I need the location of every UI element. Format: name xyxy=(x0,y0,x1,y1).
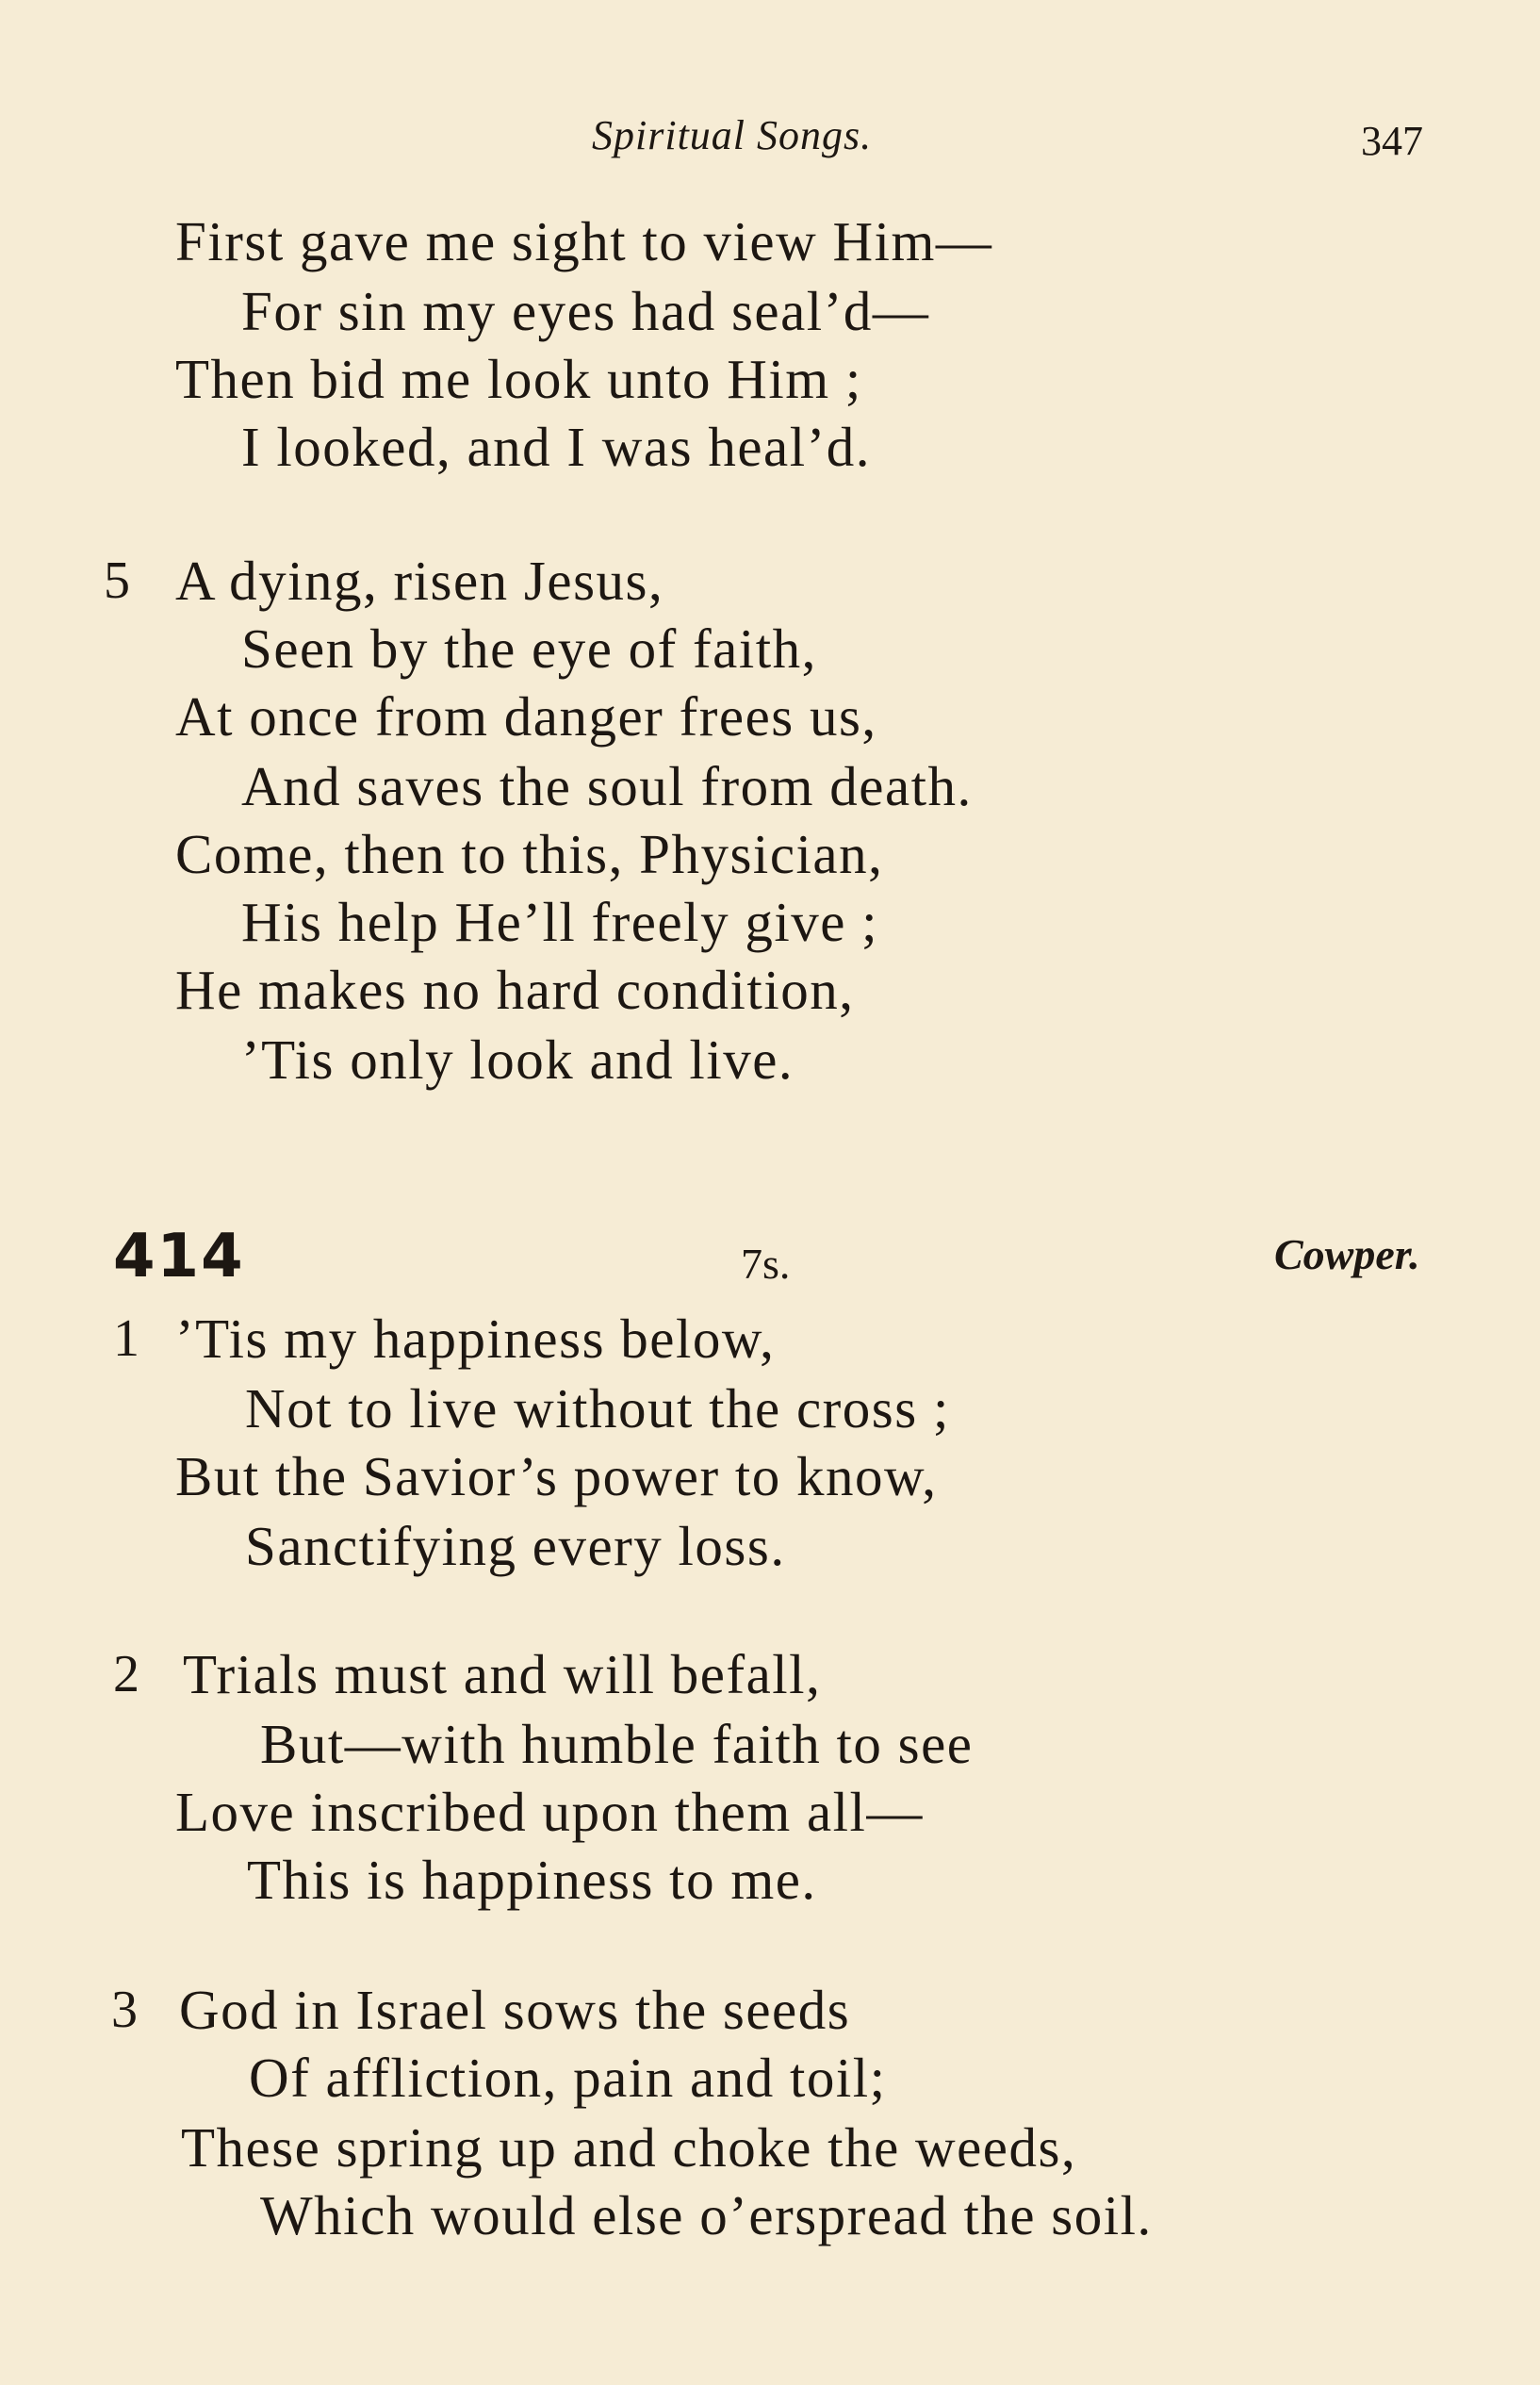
stanza-line: But—with humble faith to see xyxy=(260,1713,974,1775)
stanza-line: Trials must and will befall, xyxy=(183,1643,822,1705)
stanza-line: Then bid me look unto Him ; xyxy=(175,348,862,410)
stanza-line: This is happiness to me. xyxy=(247,1849,817,1911)
stanza-line: First gave me sight to view Him— xyxy=(175,210,993,272)
stanza-line: God in Israel sows the seeds xyxy=(179,1979,851,2041)
stanza-line: His help He’ll freely give ; xyxy=(241,891,879,953)
stanza-line: These spring up and choke the weeds, xyxy=(181,2116,1077,2179)
stanza-line: ’Tis my happiness below, xyxy=(175,1308,776,1370)
page-number: 347 xyxy=(1361,118,1423,164)
stanza-line: Sanctifying every loss. xyxy=(245,1515,786,1577)
verse-number: 3 xyxy=(111,1981,138,2039)
verse-number: 1 xyxy=(113,1309,139,1368)
stanza-line: But the Savior’s power to know, xyxy=(175,1445,938,1507)
stanza-line: ’Tis only look and live. xyxy=(241,1028,795,1091)
stanza-line: Of affliction, pain and toil; xyxy=(249,2047,887,2109)
stanza-line: Love inscribed upon them all— xyxy=(175,1781,924,1843)
stanza-line: Which would else o’erspread the soil. xyxy=(260,2184,1153,2246)
stanza-line: Come, then to this, Physician, xyxy=(175,823,884,885)
hymn-meter: 7s. xyxy=(741,1240,791,1288)
stanza-line: Not to live without the cross ; xyxy=(245,1377,950,1439)
stanza-line: I looked, and I was heal’d. xyxy=(241,416,871,478)
stanza-line: Seen by the eye of faith, xyxy=(241,617,817,680)
stanza-line: For sin my eyes had seal’d— xyxy=(241,280,930,342)
stanza-line: At once from danger frees us, xyxy=(175,685,877,748)
verse-number: 2 xyxy=(113,1645,139,1703)
stanza-line: A dying, risen Jesus, xyxy=(175,550,664,612)
verse-number: 5 xyxy=(104,551,130,610)
hymn-author: Cowper. xyxy=(1274,1230,1420,1278)
stanza-line: He makes no hard condition, xyxy=(175,959,855,1021)
hymn-number: 414 xyxy=(113,1222,245,1291)
stanza-line: And saves the soul from death. xyxy=(241,755,973,817)
running-header-title: Spiritual Songs. xyxy=(592,112,873,158)
